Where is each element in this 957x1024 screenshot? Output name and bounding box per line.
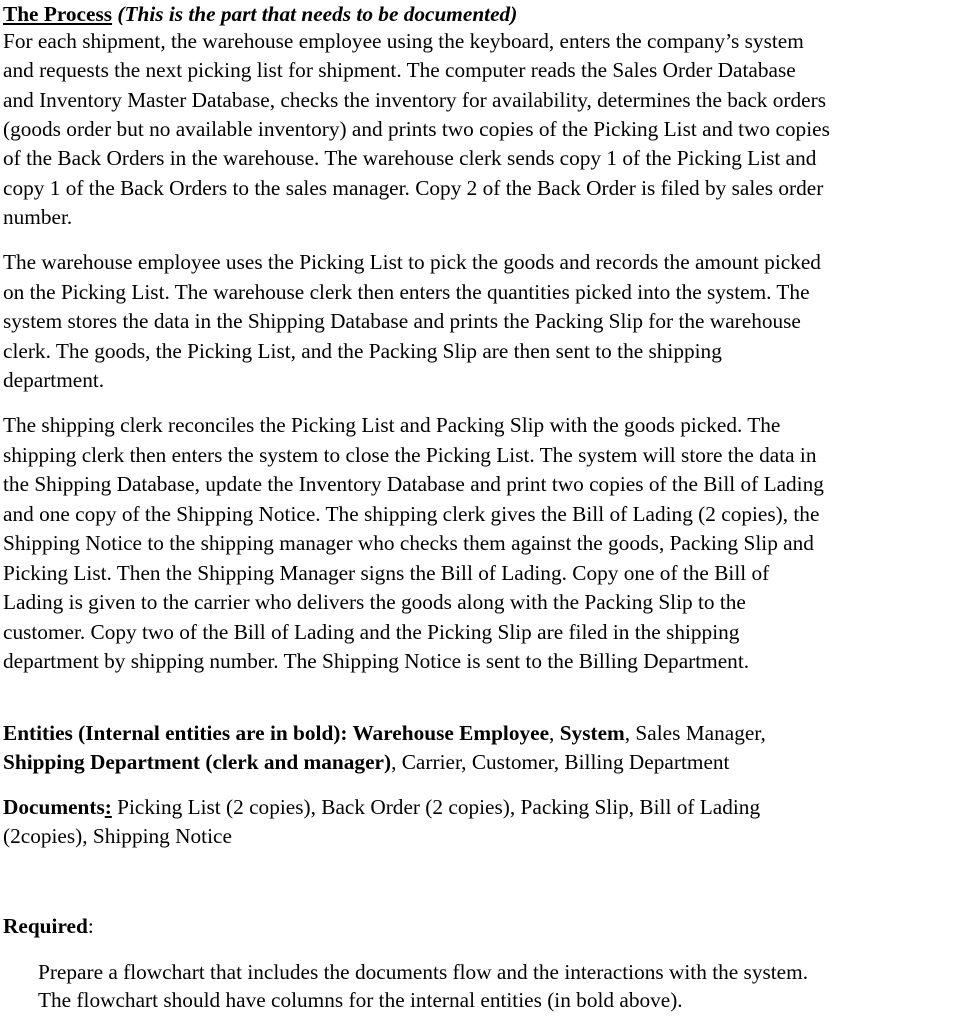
paragraph-3-line: the Shipping Database, update the Inventory Database and print two copies of the Bill of Lading bbox=[3, 472, 824, 496]
entity-shipping-department: Shipping Department (clerk and manager) bbox=[3, 750, 392, 774]
documents-line-1 bbox=[3, 793, 760, 822]
paragraph-3-line: and one copy of the Shipping Notice. The shipping clerk gives the Bill of Lading (2 copies), the bbox=[3, 502, 820, 526]
paragraph-1-line: (goods order but no available inventory) and prints two copies of the Picking List and two copies bbox=[3, 117, 830, 141]
process-heading: The Process bbox=[3, 2, 113, 26]
documents-list: Picking List (2 copies), Back Order (2 copies), Packing Slip, Bill of Lading bbox=[111, 795, 761, 819]
paragraph-1-line: copy 1 of the Back Orders to the sales manager. Copy 2 of the Back Order is filed by sales order bbox=[3, 176, 824, 200]
entity-warehouse-employee: Warehouse Employee bbox=[352, 721, 550, 745]
entities-line-1 bbox=[3, 719, 766, 748]
paragraph-1-line: number. bbox=[3, 205, 73, 229]
required-text-line: Prepare a flowchart that includes the documents flow and the interactions with the system. bbox=[38, 960, 809, 984]
paragraph-2-line: department. bbox=[3, 368, 105, 392]
paragraph-1-line: For each shipment, the warehouse employee using the keyboard, enters the company’s system bbox=[3, 29, 804, 53]
paragraph-3-line: customer. Copy two of the Bill of Lading and the Picking Slip are filed in the shipping bbox=[3, 620, 740, 644]
paragraph-2-line: system stores the data in the Shipping Database and prints the Packing Slip for the warehouse bbox=[3, 309, 801, 333]
entities-rest: , Carrier, Customer, Billing Department bbox=[391, 750, 730, 774]
paragraph-2-line: The warehouse employee uses the Picking List to pick the goods and records the amount picked bbox=[3, 250, 821, 274]
documents-label: Documents bbox=[3, 795, 105, 819]
process-heading-note: (This is the part that needs to be documented) bbox=[112, 2, 518, 26]
paragraph-3-line: Picking List. Then the Shipping Manager signs the Bill of Lading. Copy one of the Bill of bbox=[3, 561, 770, 585]
paragraph-3-line: Lading is given to the carrier who delivers the goods along with the Packing Slip to the bbox=[3, 590, 746, 614]
entity-sales-manager: , Sales Manager, bbox=[624, 721, 766, 745]
paragraph-3-line: shipping clerk then enters the system to close the Picking List. The system will store the data in bbox=[3, 443, 817, 467]
paragraph-3-line: Shipping Notice to the shipping manager who checks them against the goods, Packing Slip and bbox=[3, 531, 814, 555]
required-label: Required bbox=[3, 914, 88, 938]
paragraph-3-line: department by shipping number. The Shipping Notice is sent to the Billing Department. bbox=[3, 649, 750, 673]
paragraph-1-line: of the Back Orders in the warehouse. The warehouse clerk sends copy 1 of the Picking List and bbox=[3, 146, 817, 170]
documents-line-2: (2copies), Shipping Notice bbox=[3, 824, 232, 848]
required-heading-line bbox=[3, 912, 94, 941]
documents-colon: : bbox=[104, 795, 112, 819]
entities-separator: , bbox=[549, 721, 560, 745]
required-colon: : bbox=[87, 914, 94, 938]
paragraph-2-line: clerk. The goods, the Picking List, and the Packing Slip are then sent to the shipping bbox=[3, 339, 722, 363]
paragraph-3-line: The shipping clerk reconciles the Picking List and Packing Slip with the goods picked. The bbox=[3, 413, 781, 437]
entity-system: System bbox=[559, 721, 625, 745]
required-text-line: The flowchart should have columns for the internal entities (in bold above). bbox=[38, 988, 683, 1012]
process-heading-line bbox=[3, 0, 517, 29]
paragraph-2-line: on the Picking List. The warehouse clerk then enters the quantities picked into the system. The bbox=[3, 280, 810, 304]
paragraph-1-line: and Inventory Master Database, checks the inventory for availability, determines the back orders bbox=[3, 88, 826, 112]
entities-line-2 bbox=[3, 748, 729, 777]
entities-label: Entities (Internal entities are in bold): bbox=[3, 721, 353, 745]
paragraph-1-line: and requests the next picking list for shipment. The computer reads the Sales Order Database bbox=[3, 58, 796, 82]
